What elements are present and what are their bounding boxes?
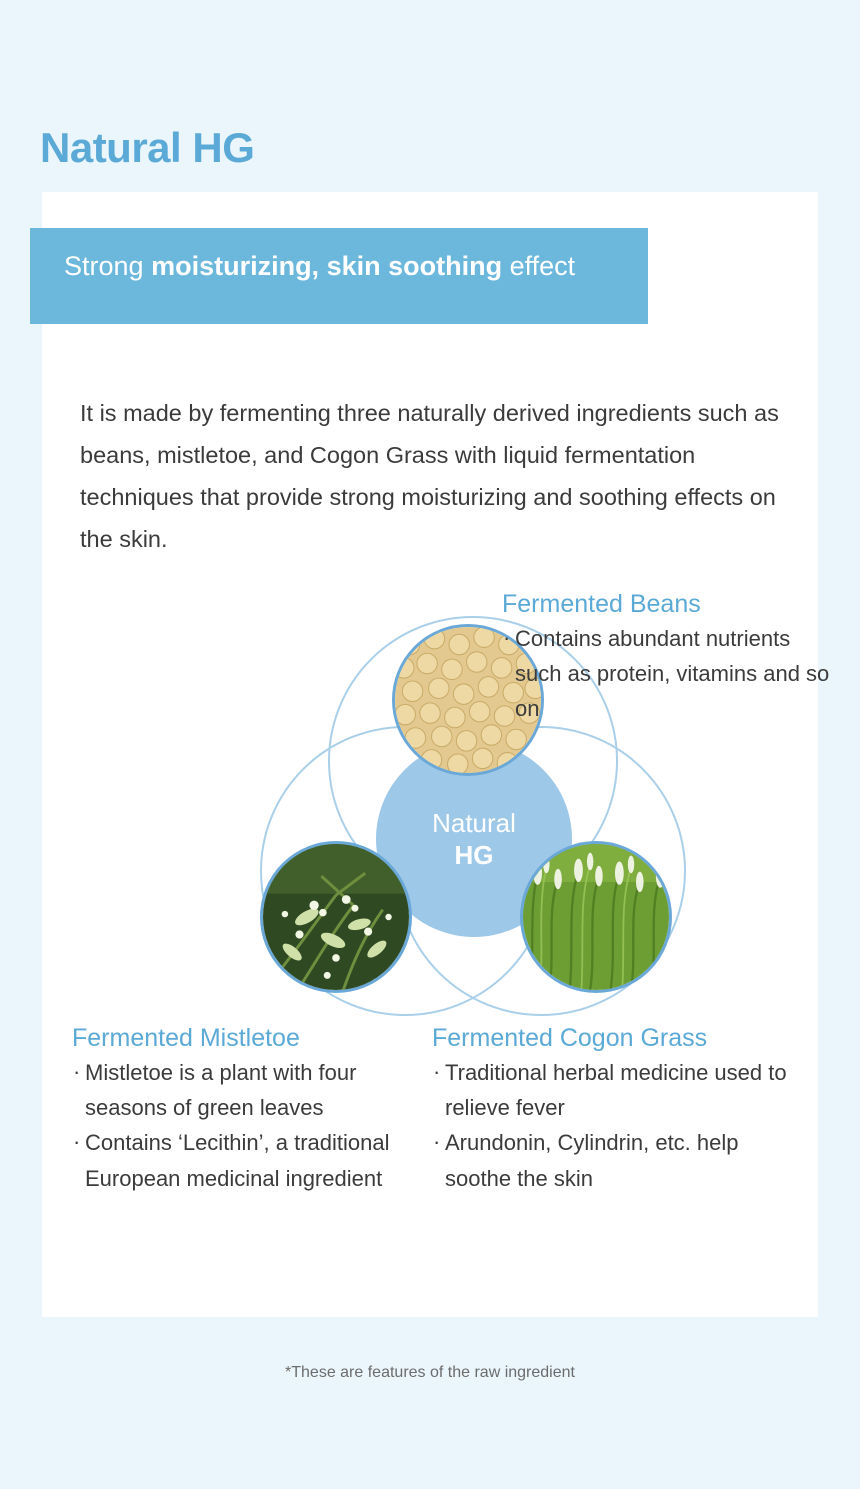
callout-beans-list [502,621,832,727]
headline-banner [30,228,648,324]
callout-beans-title: Fermented Beans [502,590,701,618]
list-item: · Traditional herbal medicine used to relieve fever [432,1055,804,1125]
list-item: · Mistletoe is a plant with four seasons of green leaves [72,1055,427,1125]
callout-cogon-list [432,1055,804,1196]
list-item: · Arundonin, Cylindrin, etc. help soothe the skin [432,1125,804,1195]
content-card [42,192,830,1317]
footnote: *These are features of the raw ingredient [285,1364,575,1381]
venn-center-line2: HG [454,840,494,870]
headline-tail: effect [502,251,576,281]
callout-fermented-mistletoe [72,1024,427,1196]
callout-mistletoe-title: Fermented Mistletoe [72,1024,300,1052]
callout-cogon-title: Fermented Cogon Grass [432,1024,708,1052]
list-item: · Contains abundant nutrients such as protein, vitamins and so on [502,621,832,727]
list-item: · Contains ‘Lecithin’, a traditional European medicinal ingredient [72,1125,427,1195]
callout-mistletoe-list [72,1055,427,1196]
callout-fermented-beans [502,590,832,727]
venn-center-line1: Natural [432,807,516,838]
fermented-cogon-grass-photo [520,841,672,993]
intro-paragraph: It is made by fermenting three naturally derived ingredients such as beans, mistletoe, and Cogon Grass with liquid fermentation techniques that provide strong moisturizing and soothing effects on the skin. [80,399,779,553]
page-title: Natural HG [40,124,255,172]
headline-emphasis: moisturizing, skin soothing [151,251,503,281]
fermented-mistletoe-photo [260,841,412,993]
callout-fermented-cogon-grass [432,1024,804,1196]
headline-lead: Strong [64,251,152,281]
